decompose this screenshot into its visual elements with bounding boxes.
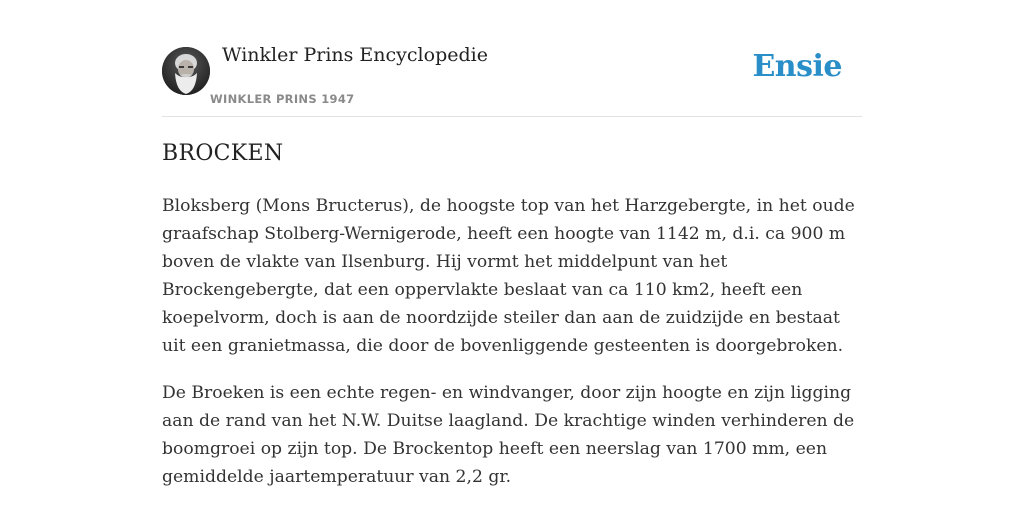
edition-label[interactable]: WINKLER PRINS 1947 [210, 92, 355, 106]
article-paragraph: De Broeken is een echte regen- en windvanger, door zijn hoogte en zijn ligging aan de rand van het N.W. Duitse laagland. De krachtige winden verhinderen de boomgroei op zijn top. De Brockentop heeft een neerslag van 1700 mm, een gemiddelde jaartemperatuur van 2,2 gr. [162, 383, 855, 487]
article-paragraph: Bloksberg (Mons Bructerus), de hoogste top van het Harzgebergte, in het oude graafschap Stolberg-Wernigerode, heeft een hoogte van 1142 m, d.i. ca 900 m boven de vlakte van Ilsenburg. Hij vormt het middelpunt van het Brockengebergte, dat een oppervlakte beslaat van ca 110 km2, heeft een koepelvorm, doch is aan de noordzijde steiler dan aan de zuidzijde en bestaat uit een granietmassa, die door de bovenliggende gesteenten is doorgebroken. [162, 196, 855, 356]
author-avatar[interactable] [162, 47, 210, 95]
article [162, 138, 862, 491]
site-title[interactable]: Winkler Prins Encyclopedie [222, 44, 488, 66]
article-title: BROCKEN [162, 141, 284, 166]
bearded-man-portrait-icon [162, 47, 210, 95]
ensie-logo[interactable]: Ensie [752, 49, 842, 84]
header [162, 40, 862, 117]
